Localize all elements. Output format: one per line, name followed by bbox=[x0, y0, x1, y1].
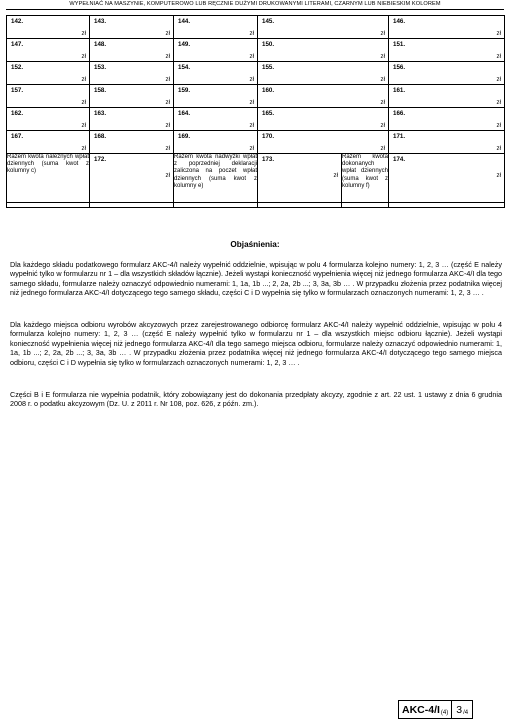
amount-field[interactable] bbox=[389, 16, 505, 39]
amount-field[interactable] bbox=[7, 131, 90, 154]
currency-label: zł bbox=[81, 76, 86, 83]
amount-field[interactable] bbox=[258, 85, 389, 108]
field-number: 165. bbox=[262, 110, 275, 117]
currency-label: zł bbox=[81, 30, 86, 37]
field-number: 142. bbox=[11, 18, 24, 25]
field-number: 171. bbox=[393, 133, 406, 140]
explanations-title: Objaśnienia: bbox=[230, 240, 280, 249]
currency-label: zł bbox=[333, 172, 338, 179]
amount-field[interactable] bbox=[389, 131, 505, 154]
currency-label: zł bbox=[249, 76, 254, 83]
field-number: 152. bbox=[11, 64, 24, 71]
field-number: 148. bbox=[94, 41, 107, 48]
amount-field[interactable] bbox=[174, 85, 258, 108]
form-footer bbox=[398, 700, 473, 719]
field-number: 164. bbox=[178, 110, 191, 117]
explanation-paragraph: Części B i E formularza nie wypełnia podatnik, który zobowiązany jest do dokonania przedpłaty akcyzy, zgodnie z art. 22 ust. 1 ustawy z dnia 6 grudnia 2008 r. o podatku akcyzowym (Dz. U. z 2011 r. Nr 108, poz. 626, z późn. zm.). bbox=[10, 390, 502, 409]
total-label: Razem kwota dokonanych wpłat dziennych (suma kwot z kolumny f) bbox=[342, 154, 389, 203]
currency-label: zł bbox=[496, 53, 501, 60]
field-number: 154. bbox=[178, 64, 191, 71]
table-bottom-cell bbox=[90, 203, 174, 208]
field-number: 150. bbox=[262, 41, 275, 48]
form-code: AKC-4/I (4) bbox=[399, 701, 452, 718]
amount-field[interactable] bbox=[7, 16, 90, 39]
amount-field[interactable] bbox=[258, 62, 389, 85]
currency-label: zł bbox=[380, 122, 385, 129]
currency-label: zł bbox=[380, 99, 385, 106]
currency-label: zł bbox=[165, 30, 170, 37]
amount-field[interactable] bbox=[389, 62, 505, 85]
field-number: 146. bbox=[393, 18, 406, 25]
field-number: 151. bbox=[393, 41, 406, 48]
field-number: 161. bbox=[393, 87, 406, 94]
field-number: 158. bbox=[94, 87, 107, 94]
field-number: 143. bbox=[94, 18, 107, 25]
amount-field[interactable] bbox=[7, 62, 90, 85]
amount-field[interactable] bbox=[258, 39, 389, 62]
field-number: 168. bbox=[94, 133, 107, 140]
currency-label: zł bbox=[81, 145, 86, 152]
total-amount-field[interactable] bbox=[258, 154, 342, 203]
total-amount-field[interactable] bbox=[90, 154, 174, 203]
field-number: 163. bbox=[94, 110, 107, 117]
currency-label: zł bbox=[496, 122, 501, 129]
currency-label: zł bbox=[249, 99, 254, 106]
currency-label: zł bbox=[496, 145, 501, 152]
amount-field[interactable] bbox=[174, 108, 258, 131]
header-divider bbox=[6, 9, 504, 10]
amount-field[interactable] bbox=[174, 16, 258, 39]
table-bottom-cell bbox=[174, 203, 258, 208]
amount-field[interactable] bbox=[7, 108, 90, 131]
currency-label: zł bbox=[165, 76, 170, 83]
field-number: 172. bbox=[94, 156, 107, 163]
explanation-paragraph: Dla każdego składu podatkowego formularz AKC-4/I należy wypełnić oddzielnie, wpisując w polu 4 formularza kolejno numery: 1, 2, 3 … (część E należy wypełnić tylko w formularzu nr 1 – dla wszystkich składów łącznie). Jeżeli wystąpi konieczność wypełnienia więcej niż jednego formularza AKC-4/I dla tego samego składu, formularze należy oznaczyć odpowiednio numerami: 1, 1a, 1b ...; 2, 2a, 2b ...; 3, 3a, 3b … . W przypadku złożenia przez podatnika więcej niż jednego formularza AKC-4/I dotyczącego tego samego składu, części C i D wypełnia się tylko w formularzach oznaczonych numerami: 1, 2, 3 … . bbox=[10, 260, 502, 298]
fill-instruction-note: WYPEŁNIAĆ NA MASZYNIE, KOMPUTEROWO LUB RĘCZNIE DUŻYMI DRUKOWANYMI LITERAMI, CZARNYM LUB NIEBIESKIM KOLOREM bbox=[69, 1, 441, 7]
field-number: 155. bbox=[262, 64, 275, 71]
field-number: 144. bbox=[178, 18, 191, 25]
payments-table bbox=[6, 15, 505, 208]
field-number: 147. bbox=[11, 41, 24, 48]
amount-field[interactable] bbox=[174, 62, 258, 85]
currency-label: zł bbox=[165, 172, 170, 179]
currency-label: zł bbox=[249, 53, 254, 60]
field-number: 159. bbox=[178, 87, 191, 94]
total-label: Razem kwota należnych wpłat dziennych (suma kwot z kolumny c) bbox=[7, 154, 90, 203]
amount-field[interactable] bbox=[90, 16, 174, 39]
currency-label: zł bbox=[249, 30, 254, 37]
amount-field[interactable] bbox=[7, 85, 90, 108]
table-bottom-cell bbox=[389, 203, 505, 208]
table-bottom-cell bbox=[258, 203, 342, 208]
currency-label: zł bbox=[81, 99, 86, 106]
total-amount-field[interactable] bbox=[389, 154, 505, 203]
field-number: 174. bbox=[393, 156, 406, 163]
field-number: 162. bbox=[11, 110, 24, 117]
field-number: 167. bbox=[11, 133, 24, 140]
currency-label: zł bbox=[380, 145, 385, 152]
currency-label: zł bbox=[380, 53, 385, 60]
amount-field[interactable] bbox=[174, 39, 258, 62]
field-number: 166. bbox=[393, 110, 406, 117]
field-number: 153. bbox=[94, 64, 107, 71]
table-bottom-cell bbox=[342, 203, 389, 208]
page-number: 3 /4 bbox=[456, 703, 469, 716]
amount-field[interactable] bbox=[258, 16, 389, 39]
explanation-paragraph: Dla każdego miejsca odbioru wyrobów akcyzowych przez zarejestrowanego odbiorcę formularz AKC-4/I należy wypełnić oddzielnie, wpisując w polu 4 formularza kolejno numery: 1, 2, 3 … (część E należy wypełnić tylko w formularzu nr 1 – dla wszystkich miejsc odbioru łącznie). Jeżeli wystąpi konieczność wypełnienia więcej niż jednego formularza AKC-4/I dla tego samego miejsca odbioru, formularze należy oznaczyć odpowiednio numerami: 1, 1a, 1b ...; 2, 2a, 2b ...; 3, 3a, 3b … . W przypadku złożenia przez podatnika więcej niż jednego formularza AKC-4/I dotyczącego tego samego miejsca odbioru, części C i D wypełnia się tylko w formularzach oznaczonych numerami: 1, 2, 3 … . bbox=[10, 320, 502, 367]
amount-field[interactable] bbox=[174, 131, 258, 154]
currency-label: zł bbox=[165, 122, 170, 129]
currency-label: zł bbox=[249, 122, 254, 129]
currency-label: zł bbox=[380, 76, 385, 83]
amount-field[interactable] bbox=[389, 85, 505, 108]
field-number: 145. bbox=[262, 18, 275, 25]
currency-label: zł bbox=[165, 99, 170, 106]
amount-field[interactable] bbox=[90, 62, 174, 85]
amount-field[interactable] bbox=[258, 108, 389, 131]
currency-label: zł bbox=[165, 145, 170, 152]
amount-field[interactable] bbox=[90, 108, 174, 131]
amount-field[interactable] bbox=[7, 39, 90, 62]
amount-field[interactable] bbox=[90, 39, 174, 62]
field-number: 160. bbox=[262, 87, 275, 94]
currency-label: zł bbox=[165, 53, 170, 60]
currency-label: zł bbox=[249, 145, 254, 152]
currency-label: zł bbox=[380, 30, 385, 37]
currency-label: zł bbox=[496, 172, 501, 179]
field-number: 149. bbox=[178, 41, 191, 48]
currency-label: zł bbox=[496, 76, 501, 83]
total-label: Razem kwota nadwyżki wpłat z poprzedniej deklaracji zaliczona na poczet wpłat dziennych (suma kwot z kolumny e) bbox=[174, 154, 258, 203]
amount-field[interactable] bbox=[389, 108, 505, 131]
field-number: 157. bbox=[11, 87, 24, 94]
amount-field[interactable] bbox=[258, 131, 389, 154]
amount-field[interactable] bbox=[90, 85, 174, 108]
field-number: 156. bbox=[393, 64, 406, 71]
amount-field[interactable] bbox=[389, 39, 505, 62]
table-bottom-cell bbox=[7, 203, 90, 208]
field-number: 169. bbox=[178, 133, 191, 140]
currency-label: zł bbox=[81, 122, 86, 129]
field-number: 170. bbox=[262, 133, 275, 140]
field-number: 173. bbox=[262, 156, 275, 163]
amount-field[interactable] bbox=[90, 131, 174, 154]
currency-label: zł bbox=[496, 30, 501, 37]
currency-label: zł bbox=[81, 53, 86, 60]
currency-label: zł bbox=[496, 99, 501, 106]
